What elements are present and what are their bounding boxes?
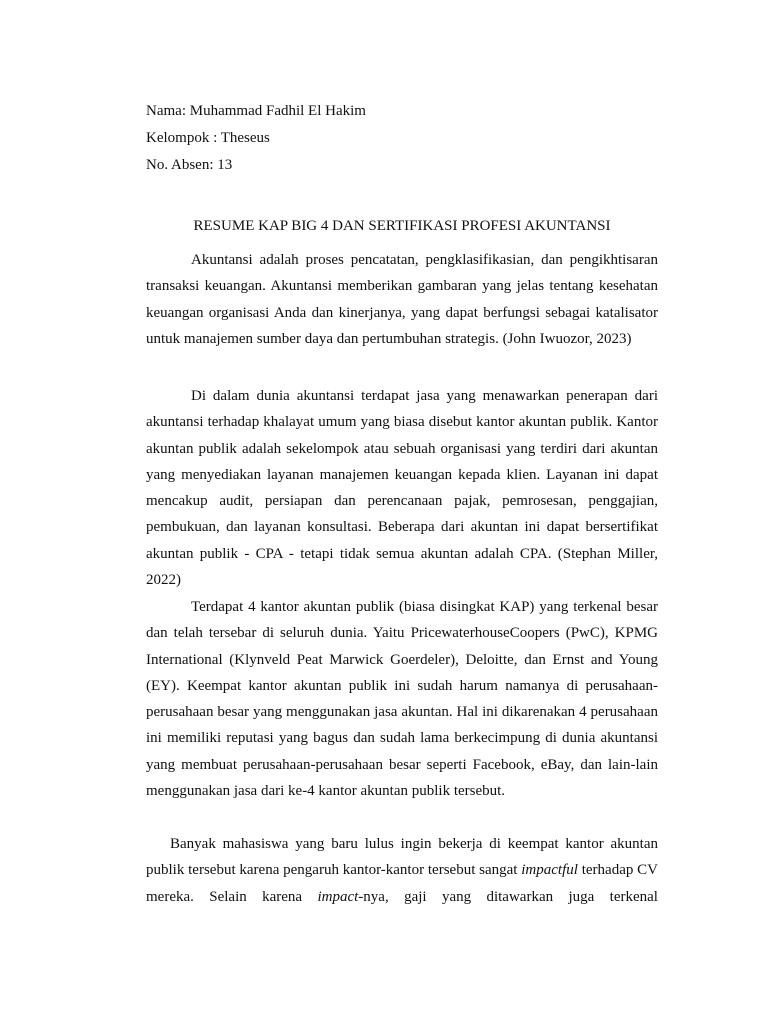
paragraph-public-accounting-firm: Di dalam dunia akuntansi terdapat jasa yang menawarkan penerapan dari akuntansi terhadap khalayat umum yang biasa disebut kantor akuntan publik. Kantor akuntan publik adalah sekelompok atau sebuah organisasi yang terdiri dari akuntan yang menyediakan layanan manajemen keuangan kepada klien. Layanan ini dapat mencakup audit, persiapan dan perencanaan pajak, pemrosesan, penggajian, pembukuan, dan layanan konsultasi. Beberapa dari akuntan ini dapat bersertifikat akuntan publik - CPA - tetapi tidak semua akuntan adalah CPA. (Stephan Miller, 2022) [146, 388, 658, 589]
paragraph-graduates-italic1: impactful [521, 862, 578, 879]
student-group: Kelompok : Theseus [146, 130, 270, 146]
document-title: RESUME KAP BIG 4 DAN SERTIFIKASI PROFESI AKUNTANSI [193, 218, 611, 234]
student-name: Nama: Muhammad Fadhil El Hakim [146, 103, 366, 119]
paragraph-graduates-part1: Banyak mahasiswa yang baru lulus ingin bekerja di keempat kantor akuntan publik tersebut karena pengaruh kantor-kantor tersebut sangat [146, 836, 658, 879]
paragraph-accounting-definition: Akuntansi adalah proses pencatatan, pengklasifikasian, dan pengikhtisaran transaksi keuangan. Akuntansi memberikan gambaran yang jelas tentang kesehatan keuangan organisasi Anda dan kinerjanya, yang dapat berfungsi sebagai katalisator untuk manajemen sumber daya dan pertumbuhan strategis. (John Iwuozor, 2023) [146, 252, 658, 347]
paragraph-graduates [146, 831, 658, 910]
paragraph-graduates-italic2: impact [317, 888, 359, 905]
paragraph-big-four: Terdapat 4 kantor akuntan publik (biasa disingkat KAP) yang terkenal besar dan telah tersebar di seluruh dunia. Yaitu PricewaterhouseCoopers (PwC), KPMG International (Klynveld Peat Marwick Goerdeler), Deloitte, dan Ernst and Young (EY). Keempat kantor akuntan publik ini sudah harum namanya di perusahaan-perusahaan besar yang menggunakan jasa akuntan. Hal ini dikarenakan 4 perusahaan ini memiliki reputasi yang bagus dan sudah lama berkecimpung di dunia akuntansi yang membuat perusahaan-perusahaan besar seperti Facebook, eBay, dan lain-lain menggunakan jasa dari ke-4 kantor akuntan publik tersebut. [146, 599, 658, 800]
paragraph-graduates-part3: -nya, gaji yang ditawarkan juga terkenal [358, 888, 658, 905]
paragraph-graduates-part2: terhadap CV mereka. Selain karena [146, 862, 658, 905]
student-number: No. Absen: 13 [146, 157, 233, 173]
